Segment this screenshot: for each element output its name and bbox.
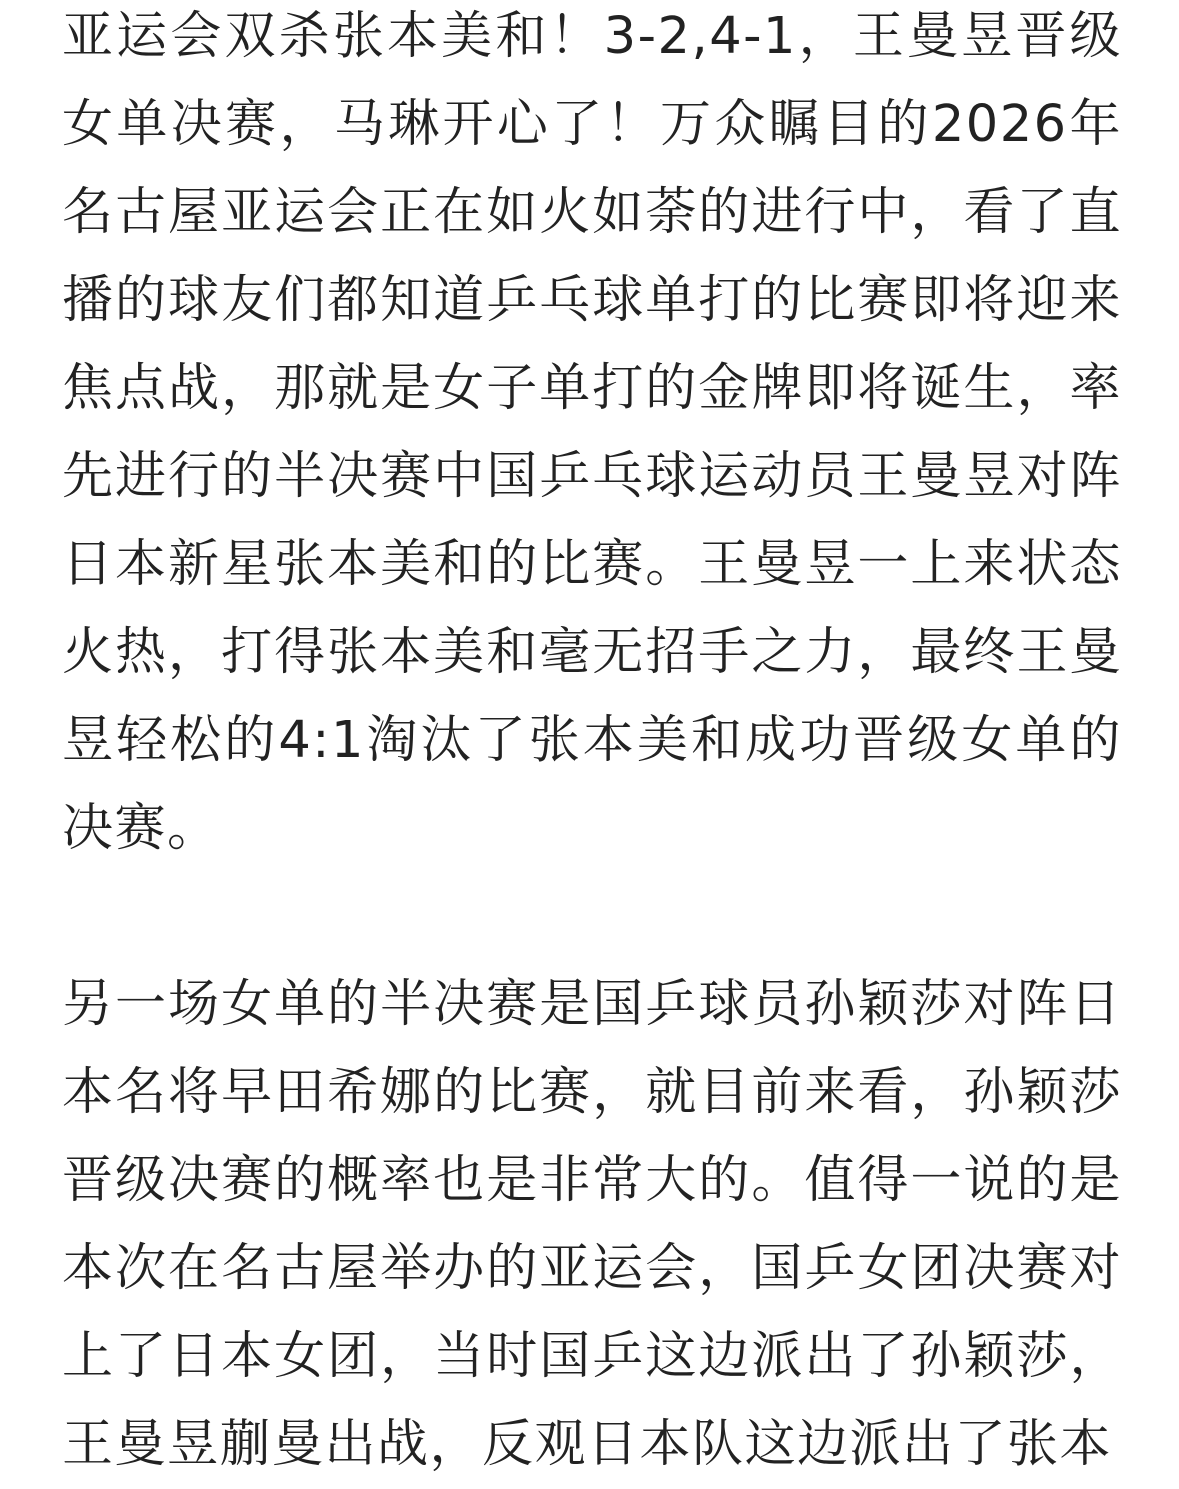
article-paragraph-2: 另一场女单的半决赛是国乒球员孙颖莎对阵日本名将早田希娜的比赛，就目前来看，孙颖莎晋级决赛的概率也是非常大的。值得一说的是本次在名古屋举办的亚运会，国乒女团决赛对上了日本女团，当时国乒这边派出了孙颖莎，王曼昱蒯曼出战，反观日本队这边派出了张本	[62, 975, 1122, 1474]
article-paragraph-1: 亚运会双杀张本美和！3-2,4-1，王曼昱晋级女单决赛，马琳开心了！万众瞩目的2026年名古屋亚运会正在如火如荼的进行中，看了直播的球友们都知道乒乓球单打的比赛即将迎来焦点战，那就是女子单打的金牌即将诞生，率先进行的半决赛中国乒乓球运动员王曼昱对阵日本新星张本美和的比赛。王曼昱一上来状态火热，打得张本美和毫无招手之力，最终王曼昱轻松的4:1淘汰了张本美和成功晋级女单的决赛。	[62, 7, 1122, 858]
article-body	[62, 0, 1122, 1489]
